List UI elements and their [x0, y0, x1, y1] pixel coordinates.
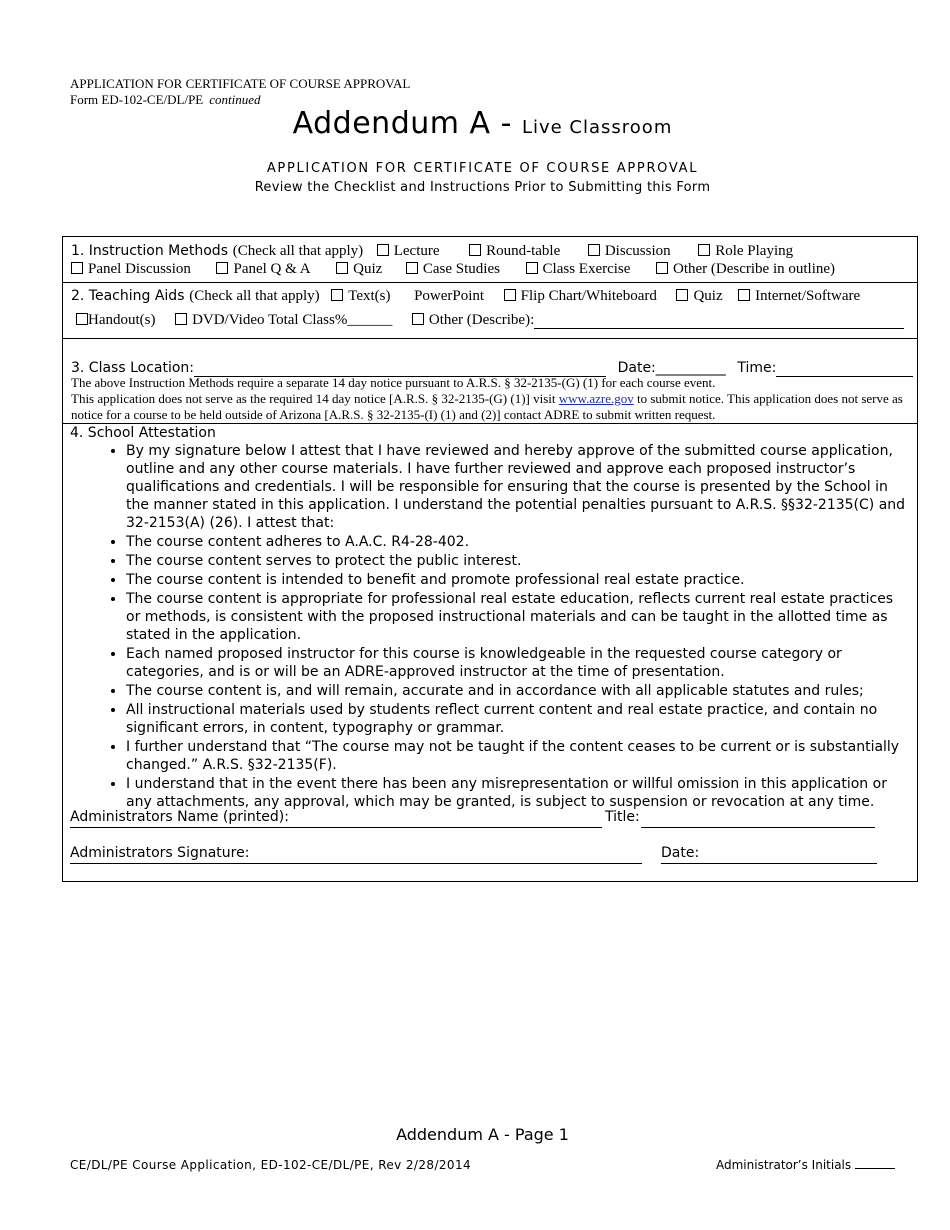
- page-number-label: Addendum A - Page 1: [396, 1125, 569, 1144]
- instruction-methods-section: [62, 236, 918, 283]
- notice-part-a: This application does not serve as the required 14 day notice [A.R.S. § 32-2135-(G) (1)] visit: [71, 391, 559, 406]
- checkbox-round-table[interactable]: [469, 244, 481, 256]
- page-title: [0, 106, 950, 141]
- checkbox-class-exercise[interactable]: [526, 262, 538, 274]
- option-class-exercise: Class Exercise: [542, 261, 631, 277]
- option-other-method: Other (Describe in outline): [672, 261, 836, 277]
- admin-name-label: Administrators Name (printed):: [70, 809, 289, 825]
- school-attestation-section: [62, 423, 918, 882]
- checkbox-other-method[interactable]: [656, 262, 668, 274]
- time-label: Time:: [737, 360, 777, 376]
- initials-field[interactable]: [855, 1168, 895, 1169]
- attestation-item: • All instructional materials used by students reflect current content and real estate practice, and contain no significant errors, in content, typography or grammar.: [126, 701, 906, 737]
- attestation-item: • The course content is intended to benefit and promote professional real estate practice.: [126, 571, 906, 589]
- notice-part-b: to submit notice. This application does not serve as notice for a course to be held outside of Arizona [A.R.S. § 32-2135-(I) (1) and (2)] contact ADRE to submit written request.: [71, 391, 903, 422]
- option-lecture: Lecture: [393, 243, 440, 259]
- attestation-item: • The course content adheres to A.A.C. R4-28-402.: [126, 533, 906, 551]
- teaching-aids-hint: (Check all that apply): [189, 288, 320, 304]
- checkbox-panel-discussion[interactable]: [71, 262, 83, 274]
- option-quiz-method: Quiz: [353, 261, 383, 277]
- teaching-aids-label: 2. Teaching Aids: [71, 288, 185, 304]
- subtitle-application: APPLICATION FOR CERTIFICATE OF COURSE APPROVAL: [266, 161, 699, 176]
- option-dvd-video: DVD/Video Total Class%______: [192, 312, 393, 328]
- checkbox-quiz-aid[interactable]: [676, 289, 688, 301]
- notice-not-serve: [71, 391, 911, 423]
- admin-name-field[interactable]: [70, 827, 602, 828]
- title-sub: Live Classroom: [521, 117, 673, 138]
- option-case-studies: Case Studies: [422, 261, 500, 277]
- instruction-methods-label: 1. Instruction Methods: [71, 243, 228, 259]
- footer-revision: CE/DL/PE Course Application, ED-102-CE/DL/PE, Rev 2/28/2014: [70, 1158, 472, 1172]
- signature-date-row: [661, 845, 699, 861]
- checkbox-quiz-method[interactable]: [336, 262, 348, 274]
- attestation-item: • The course content is appropriate for professional real estate education, reflects current real estate practices or methods, is consistent with the proposed instructional materials and can be taught in the allotted time as stated in the application.: [126, 590, 906, 644]
- class-location-section: [62, 338, 918, 424]
- attestation-item: • I further understand that “The course may not be taught if the content ceases to be current or is substantially changed.” A.R.S. §32-2135(F).: [126, 738, 906, 774]
- checkbox-lecture[interactable]: [377, 244, 389, 256]
- attestation-item: • The course content serves to protect the public interest.: [126, 552, 906, 570]
- checkbox-case-studies[interactable]: [406, 262, 418, 274]
- option-quiz-aid: Quiz: [693, 288, 723, 304]
- attestation-item: • By my signature below I attest that I have reviewed and hereby approve of the submitted course application, outline and any other course materials. I have further reviewed and approve each proposed instructor’s qualifications and credentials. I will be responsible for ensuring that the course is presented by the School in the manner stated in this application. I understand the potential penalties pursuant to A.R.S. §§32-2135(C) and 32-2153(A) (26). I attest that:: [126, 442, 906, 532]
- checkbox-role-playing[interactable]: [698, 244, 710, 256]
- option-round-table: Round-table: [486, 243, 561, 259]
- signature-label: Administrators Signature:: [70, 845, 250, 861]
- signature-date-field[interactable]: [661, 863, 877, 864]
- option-panel-discussion: Panel Discussion: [88, 261, 191, 277]
- checkbox-discussion[interactable]: [588, 244, 600, 256]
- signature-field[interactable]: [70, 863, 642, 864]
- option-discussion: Discussion: [604, 243, 671, 259]
- checkbox-flip-chart[interactable]: [504, 289, 516, 301]
- checkbox-texts[interactable]: [331, 289, 343, 301]
- footer-initials: [716, 1158, 895, 1172]
- title-label: Title:: [605, 809, 640, 825]
- subtitle-review: Review the Checklist and Instructions Prior to Submitting this Form: [254, 180, 711, 195]
- option-panel-qa: Panel Q & A: [233, 261, 311, 277]
- signature-row: [70, 845, 249, 861]
- other-describe-field[interactable]: [534, 314, 904, 329]
- azre-link[interactable]: www.azre.gov: [558, 391, 634, 406]
- checkbox-other-aid[interactable]: [412, 313, 424, 325]
- teaching-aids-section: [62, 282, 918, 339]
- checkbox-handouts[interactable]: [76, 313, 88, 325]
- admin-name-row: [70, 809, 289, 825]
- option-powerpoint: PowerPoint: [414, 288, 485, 304]
- attestation-title: 4. School Attestation: [70, 425, 216, 441]
- form-header: [70, 76, 410, 92]
- attestation-item: • The course content is, and will remain, accurate and in accordance with all applicable statutes and rules;: [126, 682, 906, 700]
- option-handouts: Handout(s): [88, 312, 156, 328]
- title-field[interactable]: [641, 827, 875, 828]
- initials-label: Administrator’s Initials: [716, 1158, 852, 1172]
- option-flip-chart: Flip Chart/Whiteboard: [520, 288, 657, 304]
- option-internet-software: Internet/Software: [755, 288, 861, 304]
- attestation-list: [88, 442, 906, 812]
- instruction-methods-hint: (Check all that apply): [232, 243, 364, 259]
- title-row: [605, 809, 640, 825]
- header-title: APPLICATION FOR CERTIFICATE OF COURSE APPROVAL: [70, 76, 411, 91]
- checkbox-panel-qa[interactable]: [216, 262, 228, 274]
- notice-14-day: The above Instruction Methods require a separate 14 day notice pursuant to A.R.S. § 32-2135-(G) (1) for each course event.: [71, 375, 716, 390]
- form-id: Form ED-102-CE/DL/PE: [70, 92, 204, 107]
- option-role-playing: Role Playing: [715, 243, 794, 259]
- option-other-aid: Other (Describe):: [428, 312, 535, 328]
- class-location-label: 3. Class Location:: [71, 360, 195, 376]
- continued-label: continued: [209, 92, 261, 107]
- checkbox-dvd-video[interactable]: [175, 313, 187, 325]
- attestation-item: • Each named proposed instructor for this course is knowledgeable in the requested course category or categories, and is or will be an ADRE-approved instructor at the time of presentation.: [126, 645, 906, 681]
- title-main: Addendum A -: [292, 106, 512, 141]
- date-label: Date:__________: [617, 360, 726, 376]
- attestation-item: • I understand that in the event there has been any misrepresentation or willful omission in this application or any attachments, any approval, which may be granted, is subject to suspension or revocation at any time.: [126, 775, 906, 811]
- option-texts: Text(s): [348, 288, 391, 304]
- signature-date-label: Date:: [661, 845, 700, 861]
- checkbox-internet-software[interactable]: [738, 289, 750, 301]
